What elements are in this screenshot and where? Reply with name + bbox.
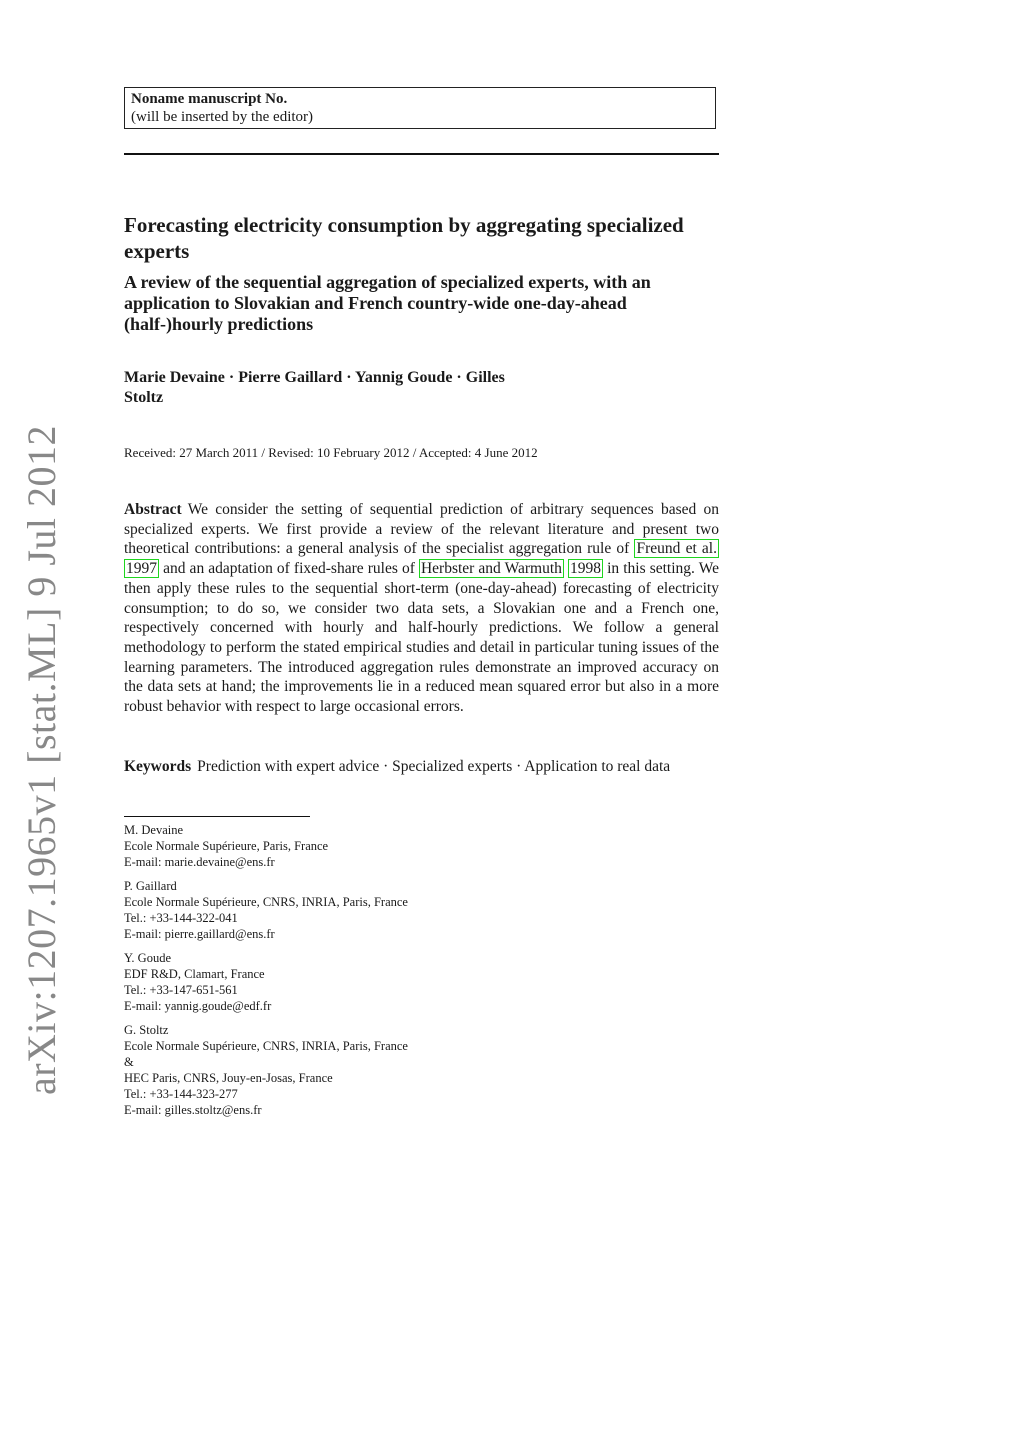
editor-note: (will be inserted by the editor) — [131, 109, 314, 125]
affiliation-devaine — [124, 822, 544, 870]
affiliation-line: Tel.: +33-144-322-041 — [124, 911, 238, 925]
affiliation-line: Ecole Normale Supérieure, CNRS, INRIA, Paris, France — [124, 895, 408, 909]
editor-note-box — [124, 87, 716, 129]
citation-year-link-1997[interactable]: 1997 — [126, 560, 157, 578]
manuscript-number-label: Noname manuscript No. — [131, 91, 288, 107]
affiliation-line: Ecole Normale Supérieure, CNRS, INRIA, Paris, France — [124, 1039, 408, 1053]
citation-year-link-1998[interactable]: 1998 — [569, 560, 601, 578]
arxiv-identifier-stamp: arXiv:1207.1965v1 [stat.ML] 9 Jul 2012 — [19, 424, 64, 1096]
citation-link-freund[interactable]: Freund et al. — [636, 540, 717, 558]
affiliation-line: Ecole Normale Supérieure, Paris, France — [124, 839, 329, 853]
abstract — [124, 500, 719, 717]
abstract-text-3: in this setting. We then apply these rules to the sequential short-term (one-day-ahead) forecasting of electricity consumption; to do so, we consider two data sets, a Slovakian one and a French one, respectively concerned with hourly and half-hourly predictions. We follow a general methodology to perform the stated empirical studies and detail in particular tuning issues of the learning parameters. The introduced aggregation rules demonstrate an improved accuracy on the data sets at hand; the improvements lie in a reduced mean squared error but also in a more robust behavior with respect to large occasional errors. — [124, 560, 719, 716]
citation-link-herbster-warmuth[interactable]: Herbster and Warmuth — [420, 560, 562, 578]
keywords-label: Keywords — [124, 758, 192, 775]
affiliation-line: E-mail: yannig.goude@edf.fr — [124, 999, 272, 1013]
abstract-label: Abstract — [124, 501, 182, 518]
affiliation-line: & — [124, 1055, 134, 1069]
affiliation-line: Tel.: +33-147-651-561 — [124, 983, 238, 997]
affiliation-line: EDF R&D, Clamart, France — [124, 967, 265, 981]
paper-subtitle: A review of the sequential aggregation of specialized experts, with an application to Slovakian and French country-wide one-day-ahead (half-)hourly predictions — [124, 272, 651, 334]
affiliation-stoltz — [124, 1022, 544, 1118]
affiliation-line: P. Gaillard — [124, 879, 177, 893]
footnote-rule — [124, 816, 310, 817]
abstract-text-2: and an adaptation of fixed-share rules of — [159, 560, 419, 578]
affiliation-line: G. Stoltz — [124, 1023, 169, 1037]
affiliation-gaillard — [124, 878, 544, 942]
affiliation-line: HEC Paris, CNRS, Jouy-en-Josas, France — [124, 1071, 333, 1085]
affiliation-line: M. Devaine — [124, 823, 184, 837]
abstract-text-1: We consider the setting of sequential prediction of arbitrary sequences based on specialized experts. We first provide a review of the relevant literature and present two theoretical contributions: a general analysis of the specialist aggregation rule of — [124, 501, 719, 558]
author-list: Marie Devaine · Pierre Gaillard · Yannig Goude · Gilles Stoltz — [124, 369, 505, 406]
keywords — [124, 757, 719, 777]
paper-title: Forecasting electricity consumption by aggregating specialized experts — [124, 213, 684, 263]
affiliation-line: Y. Goude — [124, 951, 171, 965]
affiliation-line: E-mail: marie.devaine@ens.fr — [124, 855, 275, 869]
submission-dates: Received: 27 March 2011 / Revised: 10 February 2012 / Accepted: 4 June 2012 — [124, 445, 538, 460]
affiliation-line: Tel.: +33-144-323-277 — [124, 1087, 238, 1101]
keywords-text: Prediction with expert advice · Specialized experts · Application to real data — [197, 758, 671, 775]
affiliation-line: E-mail: pierre.gaillard@ens.fr — [124, 927, 275, 941]
affiliation-line: E-mail: gilles.stoltz@ens.fr — [124, 1103, 262, 1117]
affiliation-goude — [124, 950, 544, 1014]
header-rule — [124, 153, 719, 155]
